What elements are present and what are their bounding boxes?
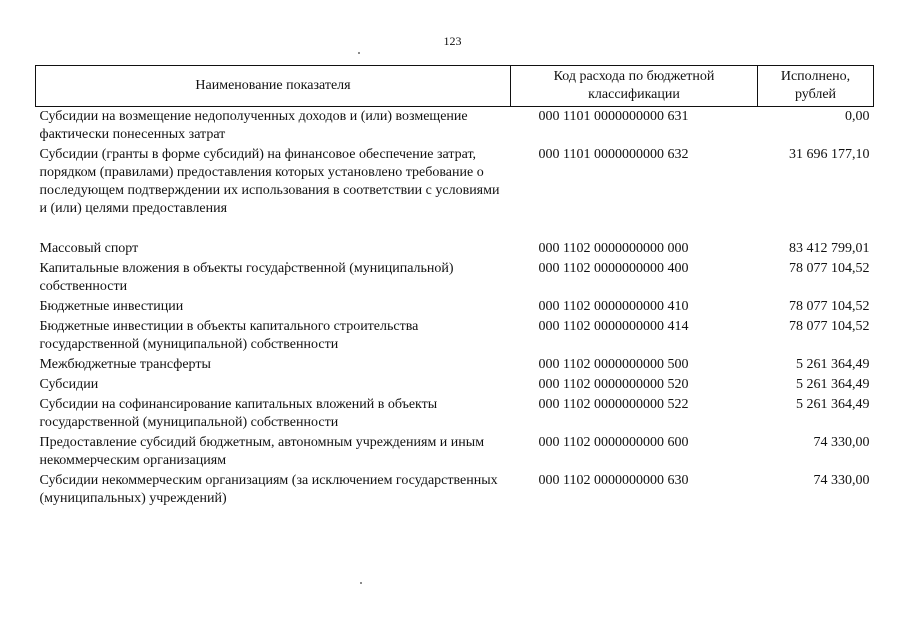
header-expense-code: Код расхода по бюджетной классификации: [511, 66, 758, 107]
row-code: 000 1102 0000000000 520: [538, 377, 689, 392]
row-name: Бюджетные инвестиции: [39, 299, 184, 314]
budget-table: [35, 65, 874, 509]
row-name: Массовый спорт: [39, 241, 139, 256]
row-name: Субсидии некоммерческим организациям (за исключением государственных (муниципальных) учреждений): [39, 473, 498, 506]
header-executed-amount: Исполнено, рублей: [758, 66, 874, 107]
table-row: [36, 355, 874, 375]
table-body: [36, 107, 874, 510]
table-row: [36, 107, 874, 146]
row-amount: 83 412 799,01: [789, 241, 870, 256]
table-row: [36, 375, 874, 395]
table-row: [36, 317, 874, 355]
row-name: Субсидии: [39, 377, 99, 392]
table-row: [36, 297, 874, 317]
spacer-row: [36, 219, 874, 239]
table-row: [36, 433, 874, 471]
row-amount: 5 261 364,49: [796, 357, 870, 372]
header-row: [36, 66, 874, 107]
row-name: Субсидии на возмещение недополученных доходов и (или) возмещение фактически понесенных затрат: [39, 109, 468, 142]
table-row: [36, 259, 874, 297]
row-amount: 5 261 364,49: [796, 377, 870, 392]
row-name: Субсидии на софинансирование капитальных вложений в объекты государственной (муниципальной) собственности: [39, 397, 438, 430]
row-name: Капитальные вложения в объекты государственной (муниципальной) собственности: [39, 261, 454, 294]
row-amount: 31 696 177,10: [789, 147, 870, 162]
table-row: [36, 239, 874, 259]
row-name: Предоставление субсидий бюджетным, автономным учреждениям и иным некоммерческим организациям: [39, 435, 485, 468]
row-name: Межбюджетные трансферты: [39, 357, 211, 372]
row-amount: 78 077 104,52: [789, 299, 870, 314]
row-code: 000 1102 0000000000 000: [538, 241, 689, 256]
table-row: [36, 145, 874, 219]
row-amount: 74 330,00: [813, 435, 870, 450]
row-code: 000 1102 0000000000 500: [538, 357, 689, 372]
row-amount: 0,00: [845, 109, 870, 124]
table-row: [36, 395, 874, 433]
row-code: 000 1102 0000000000 410: [538, 299, 689, 314]
row-name: Субсидии (гранты в форме субсидий) на финансовое обеспечение затрат, порядком (правилами) предоставления которых установлено требование о последующем подтверждении их использования в соответствии с условиями и (или) целями предоставления: [39, 147, 500, 216]
row-code: 000 1102 0000000000 630: [538, 473, 689, 488]
row-name: Бюджетные инвестиции в объекты капитального строительства государственной (муниципальной) собственности: [39, 319, 419, 352]
scan-speck: [358, 52, 360, 54]
spacer-cell: [758, 219, 874, 239]
row-code: 000 1102 0000000000 414: [538, 319, 689, 334]
row-code: 000 1102 0000000000 522: [538, 397, 689, 412]
row-code: 000 1101 0000000000 632: [538, 147, 689, 162]
header-indicator-name: Наименование показателя: [36, 66, 511, 107]
row-amount: 78 077 104,52: [789, 319, 870, 334]
row-code: 000 1102 0000000000 400: [538, 261, 689, 276]
scan-speck: [360, 582, 362, 584]
spacer-cell: [511, 219, 758, 239]
row-code: 000 1101 0000000000 631: [538, 109, 689, 124]
row-amount: 78 077 104,52: [789, 261, 870, 276]
page-number: 123: [443, 34, 462, 48]
table-row: [36, 471, 874, 509]
table-header: [36, 66, 874, 107]
row-code: 000 1102 0000000000 600: [538, 435, 689, 450]
spacer-cell: [36, 219, 511, 239]
row-amount: 74 330,00: [813, 473, 870, 488]
row-amount: 5 261 364,49: [796, 397, 870, 412]
